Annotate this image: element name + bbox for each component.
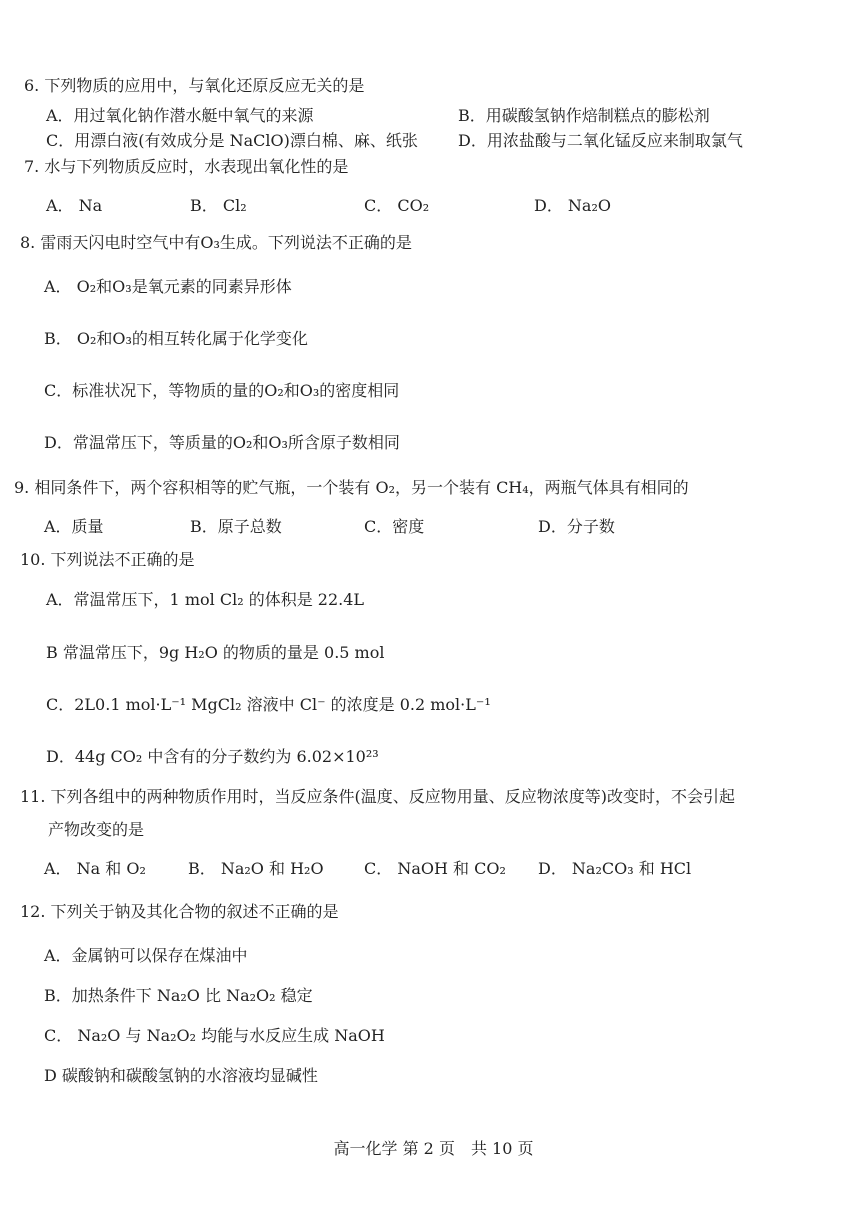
- question-10-stem: [20, 550, 195, 570]
- page-footer: 高一化学 第 2 页 共 10 页: [333, 1139, 534, 1158]
- question-text: 下列关于钠及其化合物的叙述不正确的是: [50, 902, 339, 921]
- question-8-option-d: D．常温常压下，等质量的O₂和O₃所含原子数相同: [44, 433, 400, 452]
- question-11-option-a: A． Na 和 O₂: [44, 859, 146, 878]
- question-9-option-b: B．原子总数: [190, 517, 282, 536]
- question-10-option-c: C．2L0.1 mol·L⁻¹ MgCl₂ 溶液中 Cl⁻ 的浓度是 0.2 mol·L⁻¹: [46, 695, 491, 714]
- question-number: 9.: [14, 478, 30, 497]
- question-10-option-b: B 常温常压下，9g H₂O 的物质的量是 0.5 mol: [46, 643, 385, 662]
- question-11-stem: [20, 787, 735, 807]
- question-number: 12.: [20, 902, 46, 921]
- question-9-stem: [14, 478, 689, 498]
- question-8-option-c: C．标准状况下，等物质的量的O₂和O₃的密度相同: [44, 381, 400, 400]
- question-9-option-a: A．质量: [44, 517, 104, 536]
- question-text: 水与下列物质反应时，水表现出氧化性的是: [44, 157, 349, 176]
- question-12-option-a: A．金属钠可以保存在煤油中: [44, 946, 248, 965]
- question-11-stem-continued: 产物改变的是: [48, 820, 145, 839]
- question-text: 下列物质的应用中，与氧化还原反应无关的是: [44, 76, 365, 95]
- question-7-stem: [24, 157, 348, 177]
- question-number: 11.: [20, 787, 46, 806]
- question-8-stem: [20, 233, 412, 253]
- question-12-option-b: B．加热条件下 Na₂O 比 Na₂O₂ 稳定: [44, 986, 313, 1005]
- question-7-option-d: D． Na₂O: [534, 196, 611, 215]
- question-12-stem: [20, 902, 339, 922]
- question-text: 下列各组中的两种物质作用时，当反应条件(温度、反应物用量、反应物浓度等)改变时，不会引起: [50, 787, 736, 806]
- question-12-option-c: C． Na₂O 与 Na₂O₂ 均能与水反应生成 NaOH: [44, 1026, 385, 1045]
- question-9-option-c: C．密度: [364, 517, 425, 536]
- question-6-option-c: C．用漂白液(有效成分是 NaClO)漂白棉、麻、纸张: [46, 131, 418, 150]
- question-number: 8.: [20, 233, 36, 252]
- question-8-option-b: B． O₂和O₃的相互转化属于化学变化: [44, 329, 308, 348]
- question-text: 雷雨天闪电时空气中有O₃生成。下列说法不正确的是: [40, 233, 412, 252]
- question-6-stem: [24, 76, 364, 96]
- question-12-option-d: D 碳酸钠和碳酸氢钠的水溶液均显碱性: [44, 1066, 318, 1085]
- question-6-option-d: D．用浓盐酸与二氧化锰反应来制取氯气: [458, 131, 743, 150]
- question-number: 6.: [24, 76, 40, 95]
- question-6-option-a: A．用过氧化钠作潜水艇中氧气的来源: [46, 106, 314, 125]
- question-6-option-b: B．用碳酸氢钠作焙制糕点的膨松剂: [458, 106, 710, 125]
- question-11-option-c: C． NaOH 和 CO₂: [364, 859, 506, 878]
- question-number: 10.: [20, 550, 46, 569]
- question-11-option-b: B． Na₂O 和 H₂O: [188, 859, 324, 878]
- question-text: 相同条件下，两个容积相等的贮气瓶，一个装有 O₂，另一个装有 CH₄，两瓶气体具有相同的: [34, 478, 689, 497]
- question-9-option-d: D．分子数: [538, 517, 615, 536]
- question-8-option-a: A． O₂和O₃是氧元素的同素异形体: [44, 277, 292, 296]
- question-number: 7.: [24, 157, 40, 176]
- question-7-option-b: B． Cl₂: [190, 196, 247, 215]
- question-7-option-c: C． CO₂: [364, 196, 430, 215]
- question-text: 下列说法不正确的是: [50, 550, 195, 569]
- question-11-option-d: D． Na₂CO₃ 和 HCl: [538, 859, 692, 878]
- question-10-option-d: D．44g CO₂ 中含有的分子数约为 6.02×10²³: [46, 747, 379, 766]
- question-10-option-a: A．常温常压下，1 mol Cl₂ 的体积是 22.4L: [46, 590, 365, 609]
- question-7-option-a: A． Na: [46, 196, 103, 215]
